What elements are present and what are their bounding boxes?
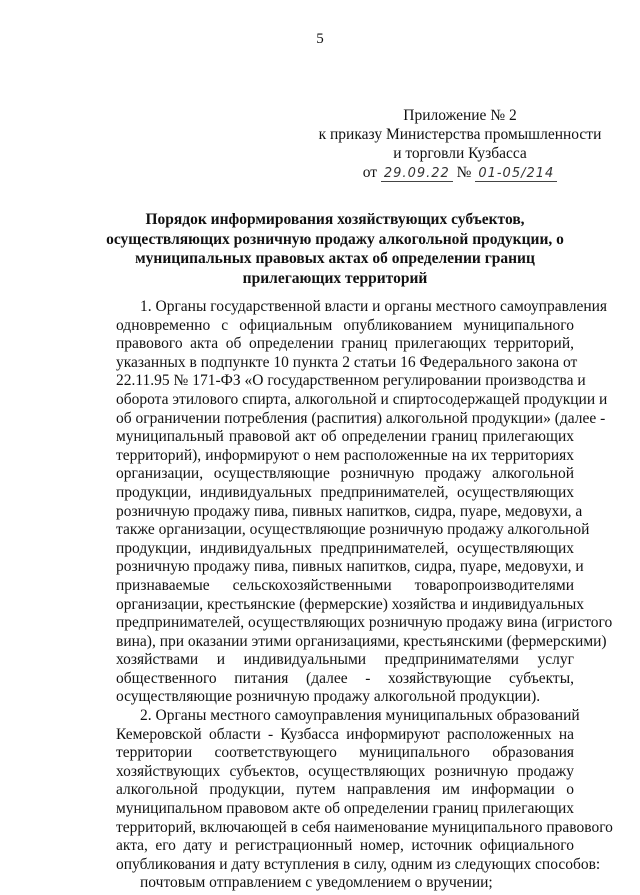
paragraph-1-line: указанных в подпункте 10 пункта 2 статьи 16 Федерального закона от (116, 353, 578, 371)
appendix-title: Приложение № 2 (403, 107, 517, 124)
paragraph-2-line: территории соответствующего муниципального образования (116, 744, 574, 762)
paragraph-1-line: муниципальный правовой акт об определении границ прилегающих (116, 428, 574, 446)
page-number: 5 (316, 31, 324, 47)
appendix-date-number (300, 163, 620, 183)
paragraph-1-line: одновременно с официальным опубликованием муниципального (116, 316, 574, 334)
title-line: прилегающих территорий (242, 269, 428, 287)
title-line: Порядок информирования хозяйствующих субъектов, (145, 211, 525, 228)
paragraph-1-line: продукции, индивидуальных предпринимателей, осуществляющих (116, 483, 574, 501)
list-item-postal: почтовым отправлением с уведомлением о вручении; (140, 874, 493, 892)
paragraph-1-line: розничную продажу пива, пивных напитков, сидра, пуаре, медовухи, и (116, 558, 584, 576)
paragraph-2-line: опубликования и дату вступления в силу, одним из следующих способов: (116, 855, 601, 873)
document-title (96, 210, 574, 288)
paragraph-1-line: организации, осуществляющие розничную продажу алкогольной (116, 465, 574, 483)
handwritten-number: 01-05/214 (475, 166, 557, 182)
paragraph-1-line: 1. Органы государственной власти и органы местного самоуправления (140, 298, 608, 315)
paragraph-1-line: осуществляющие розничную продажу алкогольной продукции). (116, 688, 541, 706)
paragraph-2-line: акта, его дату и регистрационный номер, источник официального (116, 837, 574, 855)
paragraph-1-line: территорий), информируют о нем расположенные на их территориях (116, 446, 574, 464)
paragraph-1-line: правового акта об определении границ прилегающих территорий, (116, 335, 574, 353)
paragraph-1-line: общественного питания (далее - хозяйствующие субъекты, (116, 669, 574, 687)
paragraph-2-line: 2. Органы местного самоуправления муниципальных образований (140, 707, 580, 725)
paragraph-2-line: муниципальном правовом акте об определении границ прилегающих (116, 800, 574, 818)
appendix-ministry: и торговли Кузбасса (393, 145, 527, 162)
date-prefix: от (362, 164, 378, 181)
paragraph-1-line: предпринимателей, осуществляющих розничную продажу вина (игристого (116, 614, 613, 632)
paragraph-2-line: территорий, включающей в себя наименование муниципального правового (116, 818, 613, 836)
paragraph-2-line: хозяйствующих субъектов, осуществляющих розничную продажу (116, 762, 574, 780)
title-line: муниципальных правовых актах об определении границ (135, 250, 535, 267)
appendix-header (300, 106, 620, 183)
paragraph-2-line: алкогольной продукции, путем направления им информации о (116, 781, 574, 799)
paragraph-1-line: вина), при оказании этими организациями, крестьянскими (фермерскими) (116, 632, 607, 650)
number-prefix: № (456, 164, 472, 181)
paragraph-1-line: организации, крестьянские (фермерские) хозяйства и индивидуальных (116, 595, 585, 613)
paragraph-1-line: об ограничении потребления (распития) алкогольной продукции» (далее - (116, 409, 606, 427)
document-body (116, 298, 613, 893)
paragraph-2-line: Кемеровской области - Кузбасса информируют расположенных на (116, 725, 574, 743)
paragraph-1-line: также организации, осуществляющие розничную продажу алкогольной (116, 521, 590, 539)
title-line: осуществляющих розничную продажу алкогольной продукции, о (106, 230, 564, 248)
paragraph-1-line: розничную продажу пива, пивных напитков, сидра, пуаре, медовухи, а (116, 502, 583, 520)
handwritten-date: 29.09.22 (381, 166, 453, 182)
paragraph-1-line: 22.11.95 № 171-ФЗ «О государственном регулировании производства и (116, 372, 586, 390)
paragraph-1-line: хозяйствами и индивидуальными предпринимателями услуг (116, 651, 574, 669)
paragraph-1-line: оборота этилового спирта, алкогольной и спиртосодержащей продукции и (116, 390, 608, 408)
appendix-order-ref: к приказу Министерства промышленности (318, 126, 602, 143)
paragraph-1-line: признаваемые сельскохозяйственными товаропроизводителями (116, 576, 574, 594)
paragraph-1-line: продукции, индивидуальных предпринимателей, осуществляющих (116, 539, 574, 557)
